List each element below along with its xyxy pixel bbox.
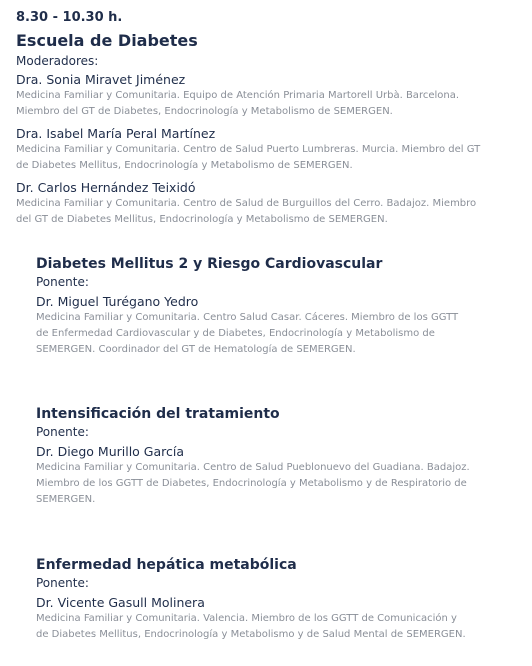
moderator-2 bbox=[16, 126, 480, 174]
session-title: Escuela de Diabetes bbox=[16, 31, 198, 50]
moderators-section bbox=[16, 54, 98, 69]
speaker-name: Dr. Diego Murillo García bbox=[36, 444, 185, 459]
talk-title: Intensificación del tratamiento bbox=[36, 406, 280, 422]
speaker-affiliation-line: Medicina Familiar y Comunitaria. Valencia. Miembro de los GGTT de Comunicación y bbox=[36, 613, 457, 624]
speaker-affiliation-line: Miembro de los GGTT de Diabetes, Endocrinología y Metabolismo y de Respiratorio de bbox=[36, 478, 467, 489]
moderator-3 bbox=[16, 180, 476, 228]
moderator-affiliation-line: Medicina Familiar y Comunitaria. Equipo de Atención Primaria Martorell Urbà. Barcelona. bbox=[16, 90, 460, 101]
speaker-affiliation-line: de Diabetes Mellitus, Endocrinología y Metabolismo y de Salud Mental de SEMERGEN. bbox=[36, 629, 466, 640]
speaker-label: Ponente: bbox=[36, 576, 89, 590]
talk-title: Diabetes Mellitus 2 y Riesgo Cardiovascular bbox=[36, 256, 383, 272]
moderator-affiliation-line: de Diabetes Mellitus, Endocrinología y Metabolismo de SEMERGEN. bbox=[16, 160, 353, 171]
session-time: 8.30 - 10.30 h. bbox=[16, 10, 123, 25]
moderator-affiliation-line: Miembro del GT de Diabetes, Endocrinología y Metabolismo de SEMERGEN. bbox=[16, 106, 393, 117]
speaker-label: Ponente: bbox=[36, 275, 89, 289]
moderator-1 bbox=[16, 72, 459, 120]
talk-3 bbox=[36, 556, 466, 643]
speaker-affiliation-line: Medicina Familiar y Comunitaria. Centro Salud Casar. Cáceres. Miembro de los GGTT bbox=[36, 312, 459, 323]
talk-2 bbox=[36, 405, 470, 508]
speaker-affiliation-line: Medicina Familiar y Comunitaria. Centro de Salud Pueblonuevo del Guadiana. Badajoz. bbox=[36, 462, 470, 473]
moderators-label: Moderadores: bbox=[16, 54, 99, 68]
speaker-affiliation-line: SEMERGEN. bbox=[36, 494, 96, 505]
talk-title: Enfermedad hepática metabólica bbox=[36, 557, 297, 573]
speaker-affiliation-line: de Enfermedad Cardiovascular y de Diabetes, Endocrinología y Metabolismo de bbox=[36, 328, 435, 339]
speaker-name: Dr. Vicente Gasull Molinera bbox=[36, 595, 205, 610]
talk-1 bbox=[36, 255, 458, 358]
moderator-affiliation-line: del GT de Diabetes Mellitus, Endocrinología y Metabolismo de SEMERGEN. bbox=[16, 214, 388, 225]
moderator-affiliation-line: Medicina Familiar y Comunitaria. Centro de Salud Puerto Lumbreras. Murcia. Miembro del GT bbox=[16, 144, 481, 155]
moderator-name: Dra. Sonia Miravet Jiménez bbox=[16, 72, 186, 87]
moderator-affiliation-line: Medicina Familiar y Comunitaria. Centro de Salud de Burguillos del Cerro. Badajoz. Miembro bbox=[16, 198, 477, 209]
moderator-name: Dr. Carlos Hernández Teixidó bbox=[16, 180, 196, 195]
moderator-name: Dra. Isabel María Peral Martínez bbox=[16, 126, 216, 141]
speaker-affiliation-line: SEMERGEN. Coordinador del GT de Hematología de SEMERGEN. bbox=[36, 344, 356, 355]
speaker-name: Dr. Miguel Turégano Yedro bbox=[36, 294, 199, 309]
speaker-label: Ponente: bbox=[36, 425, 89, 439]
